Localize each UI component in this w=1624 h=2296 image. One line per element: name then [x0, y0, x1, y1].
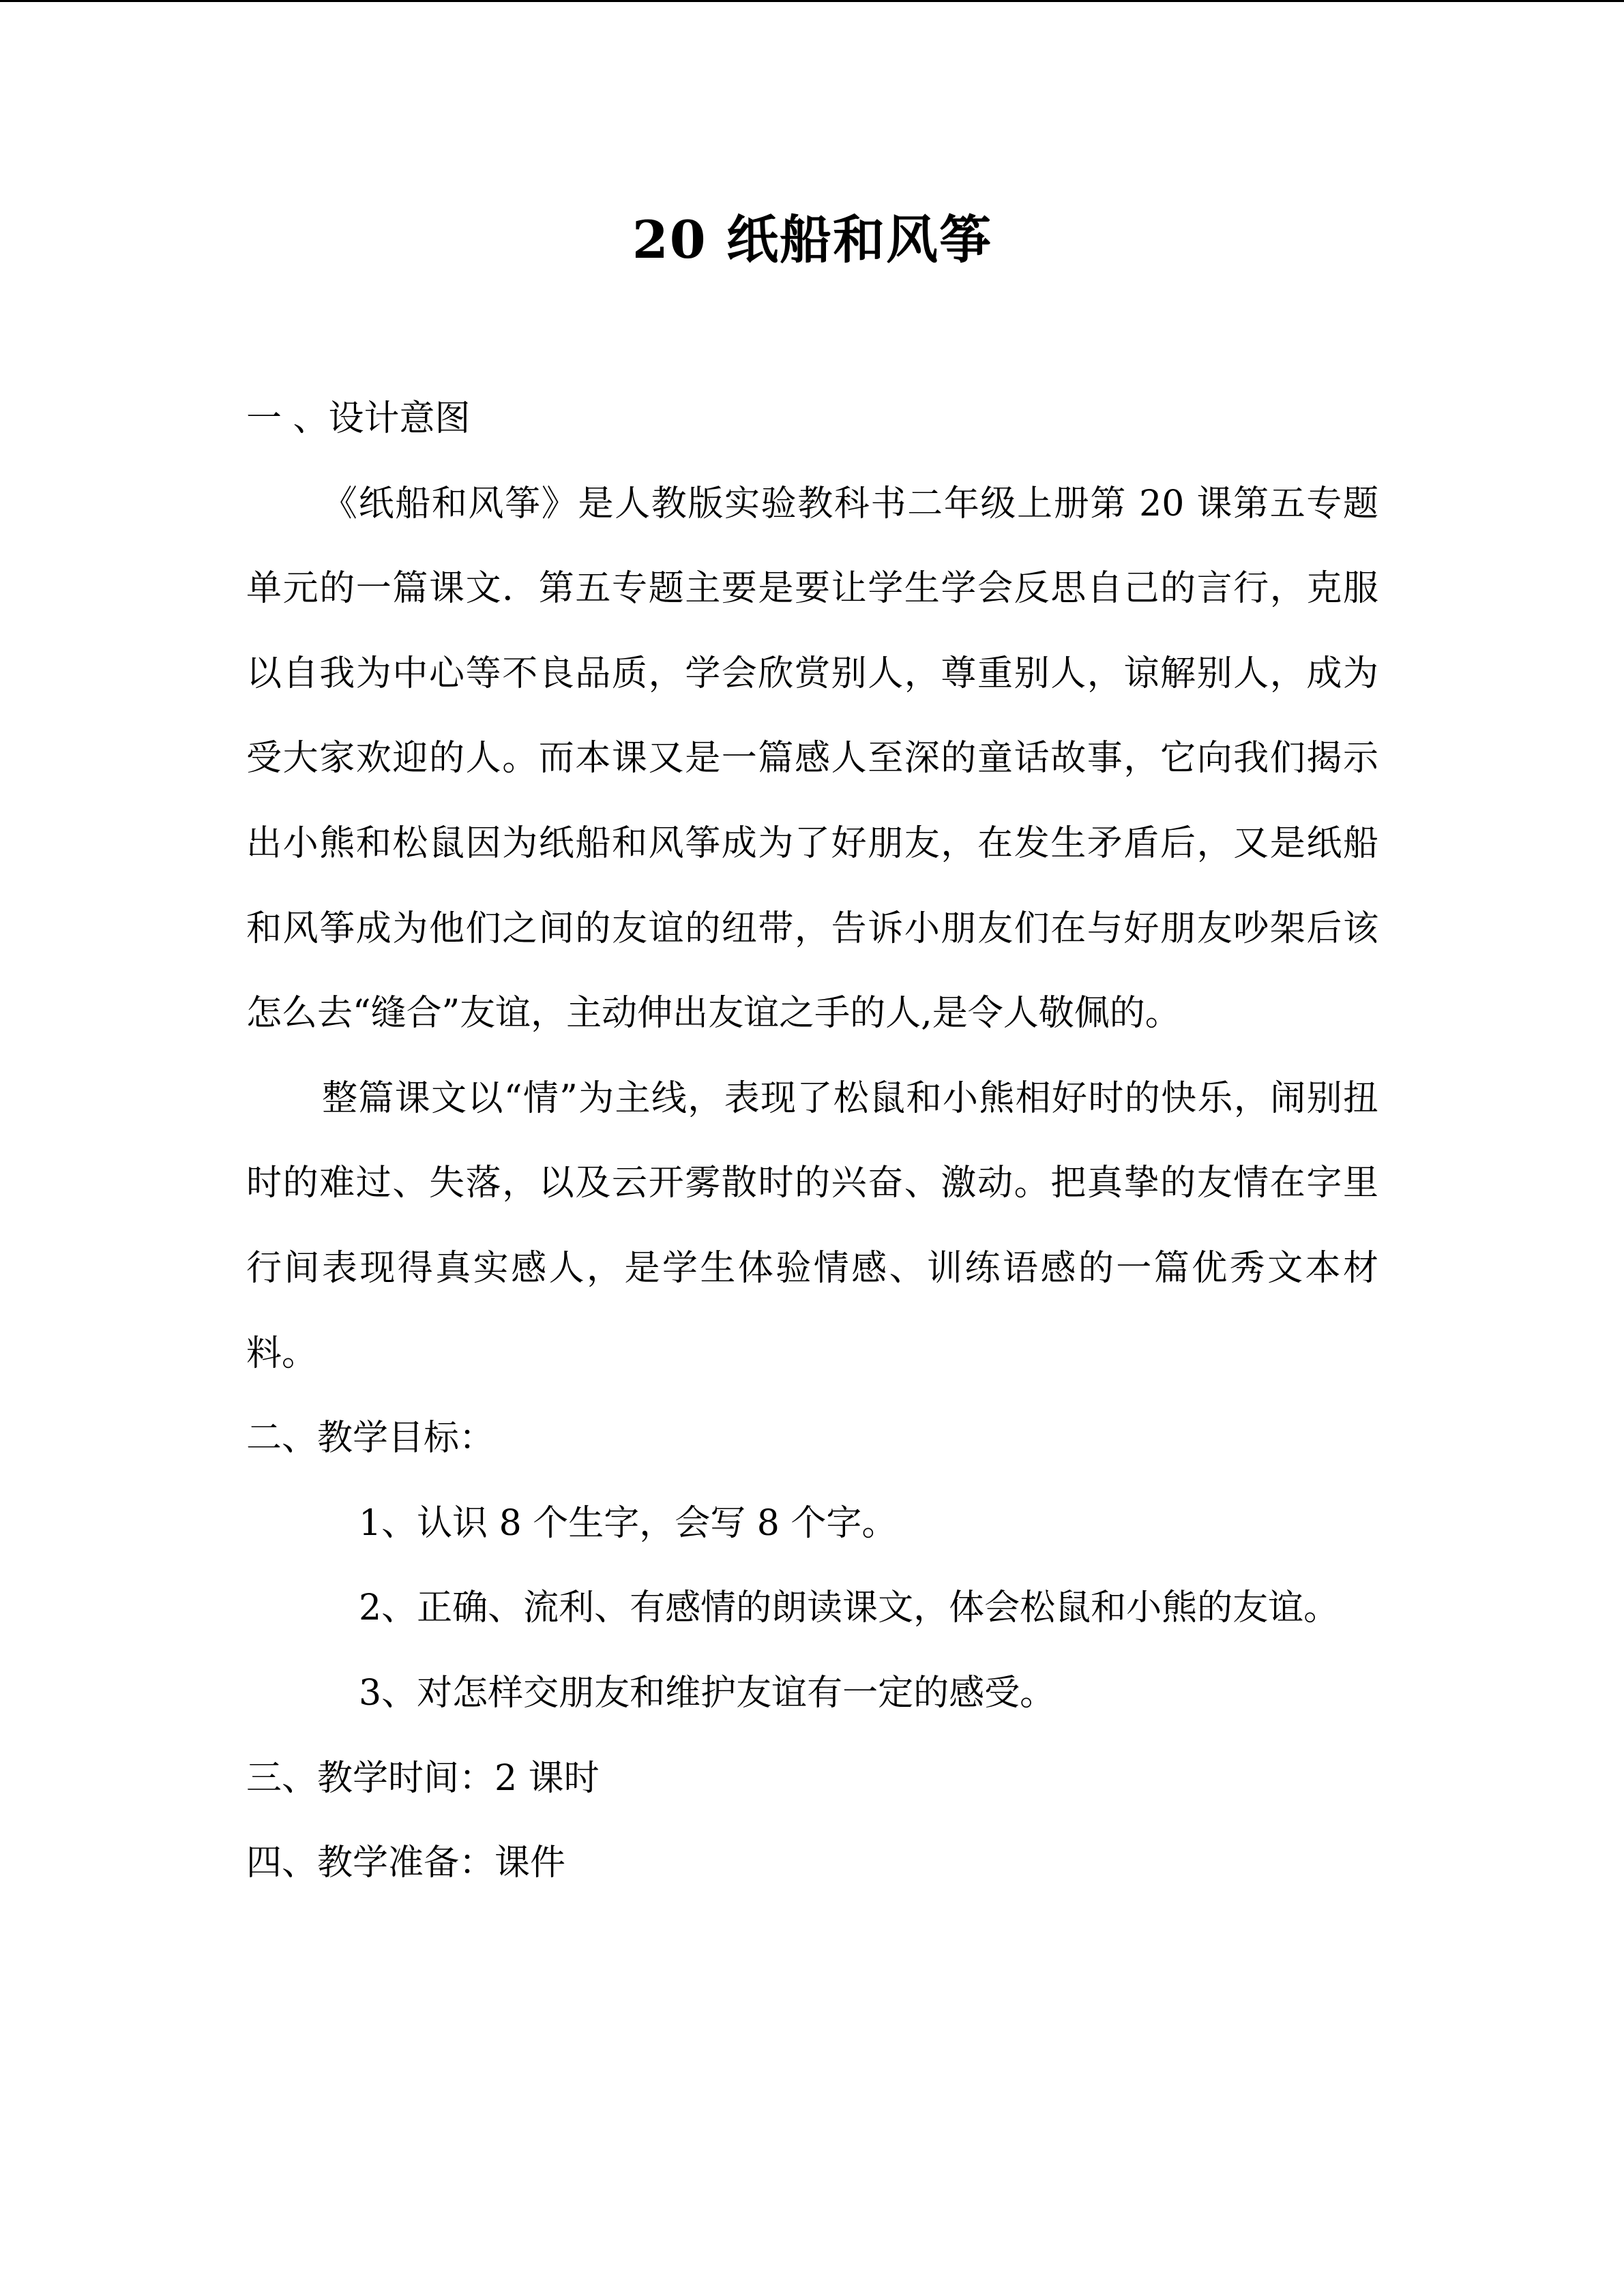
- top-border-line: [0, 0, 1624, 2]
- goal-item-1: 1、认识 8 个生字，会写 8 个字。: [359, 1502, 898, 1544]
- goals-heading: 二、教学目标：: [246, 1418, 495, 1459]
- document-body: [246, 376, 1378, 1906]
- teaching-prep-line: 四、教学准备：课件: [246, 1843, 566, 1884]
- design-heading: 一 、设计意图: [246, 398, 471, 439]
- design-paragraph-1: 《纸船和风筝》是人教版实验教科书二年级上册第 20 课第五专题单元的一篇课文．第五专题主要是要让学生学会反思自己的言行，克服以自我为中心等不良品质，学会欣赏别人，尊重别人，谅解别人，成为受大家欢迎的人。而本课又是一篇感人至深的童话故事，它向我们揭示出小熊和松鼠因为纸船和风筝成为了好朋友，在发生矛盾后，又是纸船和风筝成为他们之间的友谊的纽带，告诉小朋友们在与好朋友吵架后该怎么去“缝合”友谊，主动伸出友谊之手的人,是令人敬佩的。: [246, 483, 1378, 1034]
- goal-item-2: 2、正确、流利、有感情的朗读课文，体会松鼠和小熊的友谊。: [359, 1587, 1340, 1629]
- teaching-time-line: 三、教学时间：2 课时: [246, 1757, 600, 1799]
- design-paragraph-2: 整篇课文以“情”为主线，表现了松鼠和小熊相好时的快乐，闹别扭时的难过、失落，以及云开雾散时的兴奋、激动。把真挚的友情在字里行间表现得真实感人，是学生体验情感、训练语感的一篇优秀文本材料。: [246, 1077, 1378, 1374]
- document-title: 20 纸船和风筝: [632, 209, 993, 270]
- goal-item-3: 3、对怎样交朋友和维护友谊有一定的感受。: [359, 1672, 1056, 1714]
